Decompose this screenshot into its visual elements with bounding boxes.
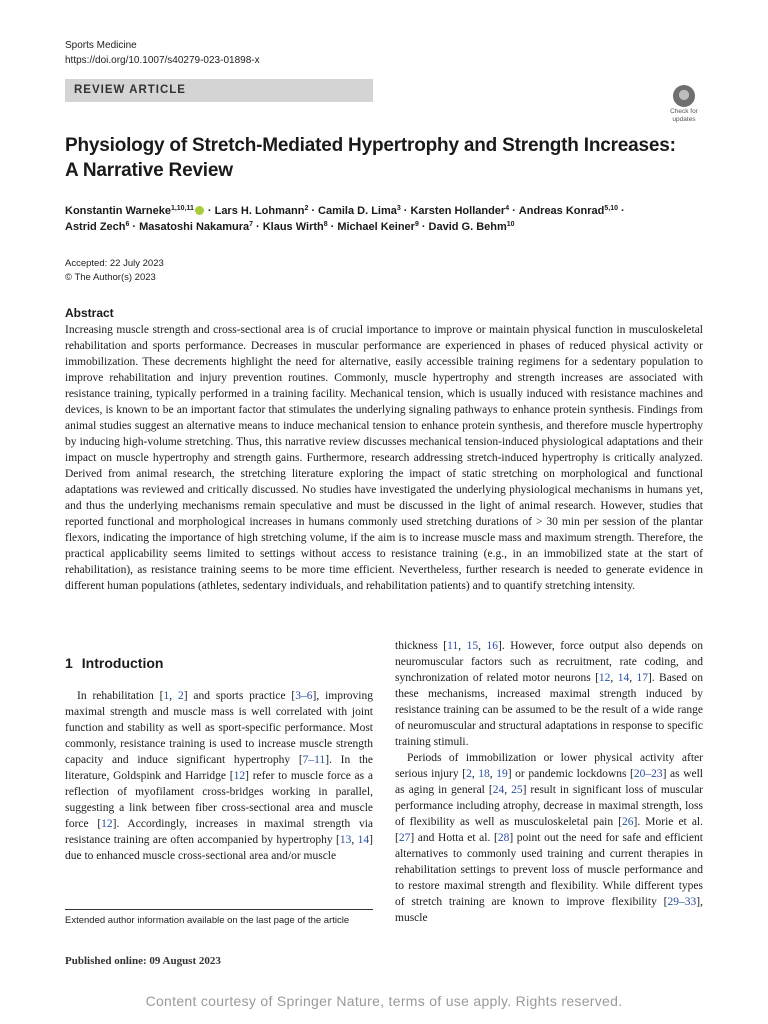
section-number: 1 bbox=[65, 655, 73, 671]
article-type-banner: REVIEW ARTICLE bbox=[65, 79, 373, 102]
author-separator: · bbox=[132, 221, 137, 233]
left-column bbox=[65, 688, 373, 864]
citation-link[interactable]: 12 bbox=[598, 672, 611, 684]
author-list bbox=[65, 203, 705, 235]
citation-link[interactable]: 24 bbox=[492, 784, 505, 796]
citation-link[interactable]: 19 bbox=[496, 768, 508, 780]
check-badge-line2: updates bbox=[672, 116, 696, 123]
citation-link[interactable]: 15 bbox=[466, 640, 479, 652]
author-separator: · bbox=[311, 205, 316, 217]
citation-link[interactable]: 14 bbox=[357, 834, 370, 846]
check-for-updates-icon bbox=[673, 85, 695, 107]
author-affiliation: 10 bbox=[506, 221, 515, 228]
copyright-line: © The Author(s) 2023 bbox=[65, 272, 156, 283]
author-affiliation: 9 bbox=[414, 221, 419, 228]
citation-link[interactable]: 13 bbox=[339, 834, 352, 846]
section-title: Introduction bbox=[81, 655, 164, 671]
author-separator: · bbox=[512, 205, 516, 217]
accepted-date: Accepted: 22 July 2023 bbox=[65, 258, 164, 269]
citation-link[interactable]: 14 bbox=[617, 672, 630, 684]
doi-link[interactable]: https://doi.org/10.1007/s40279-023-01898-x bbox=[65, 55, 260, 66]
author-separator: · bbox=[403, 205, 408, 217]
citation-link[interactable]: 3–6 bbox=[295, 690, 313, 702]
citation-link[interactable]: 18 bbox=[478, 768, 490, 780]
check-for-updates-badge[interactable] bbox=[664, 85, 704, 123]
footnote: Extended author information available on the last page of the article bbox=[65, 915, 350, 926]
section-heading-introduction bbox=[65, 655, 163, 671]
author-name[interactable]: David G. Behm bbox=[428, 221, 507, 233]
right-column bbox=[395, 638, 703, 926]
citation-link[interactable]: 12 bbox=[233, 770, 246, 782]
author-name[interactable]: Masatoshi Nakamura bbox=[139, 221, 250, 233]
citation-link[interactable]: 28 bbox=[497, 832, 510, 844]
citation-link[interactable]: 2 bbox=[177, 690, 184, 702]
author-separator: · bbox=[620, 205, 625, 217]
author-separator: · bbox=[256, 221, 260, 233]
author-affiliation: 3 bbox=[396, 205, 401, 212]
footnote-divider bbox=[65, 909, 373, 910]
article-title: Physiology of Stretch-Mediated Hypertrophy and Strength Increases: A Narrative Review bbox=[65, 135, 676, 181]
citation-link[interactable]: 25 bbox=[511, 784, 523, 796]
author-name[interactable]: Lars H. Lohmann bbox=[214, 205, 305, 217]
abstract-heading: Abstract bbox=[65, 306, 114, 320]
author-separator: · bbox=[330, 221, 335, 233]
citation-link[interactable]: 12 bbox=[101, 818, 113, 830]
citation-link[interactable]: 16 bbox=[486, 640, 498, 652]
abstract-text: Increasing muscle strength and cross-sectional area is of crucial importance to improve or maintain physical function in musculoskeletal rehabilitation and sports performance. Decreases in muscular performance are experienced in phases of reduced physical activity or immobilization. These decrements highlight the need for alternative, easily accessible training regimens for a sedentary population to improve rehabilitation and injury prevention routines. Commonly, muscle hypertrophy and strength increases are associated with resistance training, typically performed in a training facility. Mechanical tension, which is usually induced with resistance machines and devices, is known to be an important factor that stimulates the underlying signaling pathways to enhance protein synthesis. Findings from animal studies suggest an alternative means to induce mechanical tension to enhance protein synthesis, and therefore muscle hypertrophy by inducing high-volume stretching. Thus, this narrative review discusses mechanical tension-induced physiological adaptations and their impact on muscle hypertrophy and strength gains. Furthermore, research addressing stretch-induced hypertrophy is critically analyzed. Derived from animal research, the stretching literature exploring the impact of static stretching on morphological and functional adaptations was reviewed and critically discussed. No studies have investigated the underlying physiological mechanisms in humans yet, and thus the underlying mechanisms remain speculative and must be discussed in the light of animal research. However, studies that reported functional and morphological increases in humans commonly used stretching durations of > 30 min per session of the plantar flexors, indicating the importance of high stretching volume, if the aim is to increase muscle mass and maximum strength. Therefore, the practical applicability seems limited to settings without access to resistance training (e.g., in an immobilized state at the start of rehabilitation), as resistance training seems to be more time efficient. Nevertheless, further research is needed to generate evidence in different human populations (athletes, sedentary individuals, and rehabilitation patients) and to quantify stretching intensity. bbox=[65, 324, 703, 592]
author-affiliation: 5,10 bbox=[604, 205, 618, 212]
citation-link[interactable]: 17 bbox=[636, 672, 648, 684]
author-affiliation: 1,10,11 bbox=[170, 205, 194, 212]
citation-link[interactable]: 2 bbox=[466, 768, 472, 780]
author-affiliation: 4 bbox=[505, 205, 510, 212]
published-online-date: Published online: 09 August 2023 bbox=[65, 955, 221, 967]
citation-link[interactable]: 26 bbox=[622, 816, 634, 828]
citation-link[interactable]: 29–33 bbox=[667, 896, 697, 908]
author-name[interactable]: Astrid Zech bbox=[65, 221, 126, 233]
check-badge-line1: Check for bbox=[670, 108, 698, 115]
author-separator: · bbox=[421, 221, 426, 233]
citation-link[interactable]: 1 bbox=[163, 690, 170, 702]
courtesy-watermark: Content courtesy of Springer Nature, terms of use apply. Rights reserved. bbox=[145, 993, 623, 1009]
author-name[interactable]: Konstantin Warneke bbox=[65, 205, 171, 217]
citation-link[interactable]: 27 bbox=[398, 832, 411, 844]
author-name[interactable]: Camila D. Lima bbox=[318, 205, 397, 217]
author-name[interactable]: Klaus Wirth bbox=[262, 221, 324, 233]
citation-link[interactable]: 11 bbox=[447, 640, 459, 652]
author-affiliation: 6 bbox=[125, 221, 130, 228]
author-name[interactable]: Karsten Hollander bbox=[410, 205, 506, 217]
author-affiliation: 7 bbox=[249, 221, 254, 228]
citation-link[interactable]: 20–23 bbox=[633, 768, 663, 780]
citation-link[interactable]: 7–11 bbox=[302, 754, 326, 766]
author-name[interactable]: Michael Keiner bbox=[337, 221, 415, 233]
journal-name: Sports Medicine bbox=[65, 40, 137, 51]
intro-paragraph-1: In rehabilitation [1, 2] and sports practice [3–6], improving maximal strength and muscle mass is well correlated with joint function and stability as well as sport-specific performance. Most commonly, resistance training is used to increase muscle strength capacity and induce significant hypertrophy [7–11]. In the literature, Goldspink and Harridge [12] refer to muscle force as a reflection of myofilament cross-bridges working in parallel, suggesting a link between fiber cross-sectional area and muscle force [12]. Accordingly, increases in maximal strength via resistance training are often accompanied by hypertrophy [13, 14] due to enhanced muscle cross-sectional area and/or muscle bbox=[65, 690, 373, 862]
intro-paragraph-2: thickness [11, 15, 16]. However, force output also depends on neuromuscular factors such as recruitment, rate coding, and synchronization of related motor neurons [12, 14, 17]. Based on these mechanisms, increased maximal strength induced by resistance training can be assumed to be the result of a wide range of neuromuscular and structural adaptations in response to specific training stimuli. bbox=[395, 640, 704, 748]
author-name[interactable]: Andreas Konrad bbox=[518, 205, 605, 217]
intro-paragraph-3: Periods of immobilization or lower physical activity after serious injury [2, 18, 19] or pandemic lockdowns [20–23] as well as aging in general [24, 25] result in significant loss of muscular performance including atrophy, decrease in maximal strength, loss of flexibility as well as musculoskeletal pain [26]. Morie et al. [27] and Hotta et al. [28] point out the need for safe and efficient alternatives to commonly used training and current therapies in rehabilitation settings to prevent loss of muscle performance and to restore maximal strength and flexibility. While different types of stretch training are known to improve flexibility [29–33], muscle bbox=[395, 752, 704, 924]
author-affiliation: 2 bbox=[304, 205, 309, 212]
orcid-icon[interactable] bbox=[195, 206, 204, 215]
author-affiliation: 8 bbox=[323, 221, 328, 228]
author-separator: · bbox=[207, 205, 212, 217]
